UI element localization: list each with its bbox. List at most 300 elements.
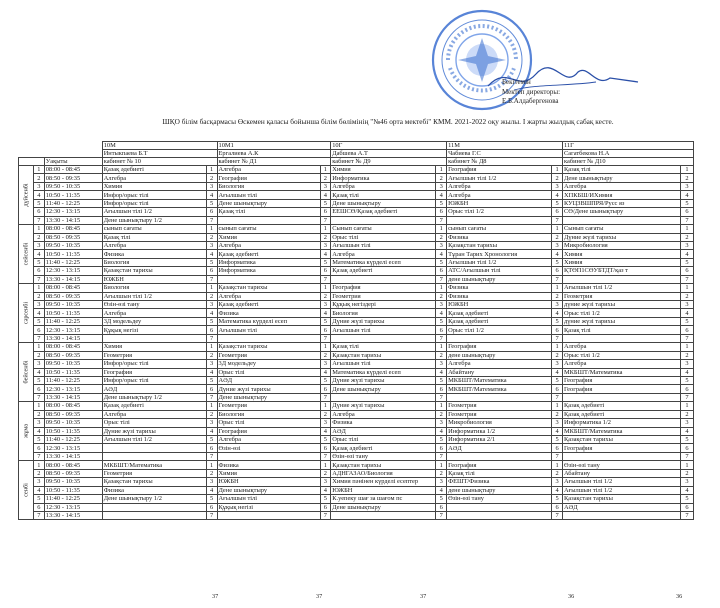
subject-cell: Химия (217, 233, 320, 241)
subject-cell: КУЦЗВШПРЯ/Русс яз (562, 199, 680, 207)
lesson-totals-row (0, 593, 720, 603)
slot-number: 5 (320, 317, 331, 325)
subject-cell: дене шынықтыру (447, 275, 552, 283)
subject-cell: Қазақ әдебиеті (217, 250, 320, 258)
slot-number: 4 (552, 250, 563, 258)
table-row (19, 402, 694, 410)
subject-cell (331, 334, 436, 342)
subject-cell (562, 393, 680, 401)
slot-number: 1 (206, 225, 217, 233)
subject-cell: Химия (562, 250, 680, 258)
subject-cell (331, 393, 436, 401)
lesson-time: 11:40 - 12:25 (44, 317, 102, 325)
slot-number: 1 (552, 343, 563, 351)
subject-cell: дүние жүзі тарихы (562, 301, 680, 309)
subject-cell: Қазақстан тарихы (331, 351, 436, 359)
lesson-time: 13:30 - 14:15 (44, 452, 102, 460)
slot-number: 3 (320, 241, 331, 249)
lesson-time: 11:40 - 12:25 (44, 199, 102, 207)
slot-number: 7 (206, 275, 217, 283)
header-row-rooms (19, 158, 694, 166)
subject-cell: ЕЕШСӨ/Қазақ әдебиеті (331, 208, 436, 216)
header-corner (19, 150, 103, 158)
slot-number: 3 (681, 360, 694, 368)
table-row (19, 182, 694, 190)
subject-cell: МКБШТ/Математика (102, 461, 206, 469)
subject-cell (447, 452, 552, 460)
slot-number: 3 (552, 241, 563, 249)
slot-number: 7 (206, 452, 217, 460)
subject-cell: 3Д модельдеу (217, 360, 320, 368)
subject-cell: ЮЖБН (331, 486, 436, 494)
slot-number: 7 (436, 216, 447, 224)
slot-number: 4 (206, 191, 217, 199)
subject-cell (217, 511, 320, 519)
slot-number: 2 (552, 351, 563, 359)
slot-number: 1 (436, 343, 447, 351)
slot-number: 6 (681, 444, 694, 452)
subject-cell (331, 275, 436, 283)
slot-number: 6 (436, 444, 447, 452)
subject-cell: Ағылшын тілі 1/2 (447, 258, 552, 266)
slot-number: 3 (552, 419, 563, 427)
slot-number: 5 (552, 199, 563, 207)
lesson-time: 08:50 - 09:35 (44, 410, 102, 418)
subject-cell: Геометрия (217, 351, 320, 359)
subject-cell: Қазақ тілі (217, 208, 320, 216)
subject-cell: Қазақ тілі (102, 233, 206, 241)
subject-cell: Дене шынықтыру (217, 486, 320, 494)
slot-number: 6 (436, 503, 447, 511)
subject-cell: Биология (102, 284, 206, 292)
lesson-total: 36 (568, 593, 575, 600)
day-name-cell (19, 343, 34, 402)
slot-number: 5 (681, 199, 694, 207)
day-name: сәрсенбі (22, 301, 30, 325)
subject-cell: Қазақ әдебиеті (331, 444, 436, 452)
subject-cell (447, 393, 552, 401)
subject-cell: Дүние жүзі тарихы (217, 385, 320, 393)
slot-number: 3 (206, 241, 217, 249)
subject-cell: Қазақ әдебиеті (217, 301, 320, 309)
subject-cell: Өзін-өзі (217, 444, 320, 452)
slot-number: 2 (206, 410, 217, 418)
subject-cell: Орыс тілі 1/2 (447, 208, 552, 216)
subject-cell: Орыс тілі 1/2 (447, 326, 552, 334)
subject-cell: Дене шынықтыру (331, 199, 436, 207)
subject-cell: Инфор/орыс тілі (102, 376, 206, 384)
subject-cell: Ағылшын тілі 1/2 (102, 208, 206, 216)
subject-cell: География (217, 427, 320, 435)
subject-cell: МКБШТ/Математика (447, 385, 552, 393)
subject-cell: Құқық негіздері (331, 301, 436, 309)
slot-number: 2 (681, 174, 694, 182)
lesson-time: 08:00 - 08:45 (44, 225, 102, 233)
slot-number: 2 (681, 469, 694, 477)
slot-number: 7 (552, 393, 563, 401)
subject-cell: дене шынықтыру (447, 351, 552, 359)
slot-number: 1 (436, 402, 447, 410)
slot-number: 4 (552, 309, 563, 317)
subject-cell: Алгебра (102, 410, 206, 418)
slot-number: 2 (320, 292, 331, 300)
table-row (19, 241, 694, 249)
subject-cell: Дене шынықтыру (217, 199, 320, 207)
table-row (19, 436, 694, 444)
lesson-time: 12:30 - 13:15 (44, 444, 102, 452)
table-row (19, 284, 694, 292)
slot-number: 6 (320, 208, 331, 216)
subject-cell: Дүние жүзі тарихы (562, 233, 680, 241)
table-row (19, 292, 694, 300)
subject-cell (447, 511, 552, 519)
slot-number: 3 (436, 419, 447, 427)
table-row (19, 368, 694, 376)
table-row (19, 309, 694, 317)
slot-number: 4 (436, 486, 447, 494)
slot-number: 6 (552, 208, 563, 216)
table-row (19, 478, 694, 486)
subject-cell: Алгебра (102, 241, 206, 249)
subject-cell: ФЕШТ/Физика (447, 478, 552, 486)
subject-cell (102, 334, 206, 342)
class-room: кабинет № Д9 (331, 158, 447, 166)
lesson-number: 7 (34, 334, 45, 342)
lesson-time: 10:50 - 11:35 (44, 486, 102, 494)
slot-number: 3 (681, 419, 694, 427)
slot-number: 7 (206, 511, 217, 519)
lesson-time: 13:30 - 14:15 (44, 334, 102, 342)
subject-cell: АӘД (447, 444, 552, 452)
subject-cell: Орыс тілі 1/2 (562, 351, 680, 359)
subject-cell: Физика (447, 292, 552, 300)
slot-number: 3 (320, 419, 331, 427)
table-row (19, 301, 694, 309)
lesson-time: 08:00 - 08:45 (44, 166, 102, 174)
subject-cell (217, 452, 320, 460)
subject-cell: Қазақ әдебиеті (562, 410, 680, 418)
slot-number: 6 (552, 503, 563, 511)
lesson-time: 12:30 - 13:15 (44, 503, 102, 511)
subject-cell: Алгебра (217, 436, 320, 444)
subject-cell: Қазақстан тарихы (447, 241, 552, 249)
subject-cell: Ағылшын тілі 1/2 (102, 292, 206, 300)
slot-number: 7 (552, 216, 563, 224)
slot-number: 7 (681, 511, 694, 519)
subject-cell: АӘД (102, 385, 206, 393)
subject-cell (562, 452, 680, 460)
subject-cell (102, 503, 206, 511)
subject-cell (447, 216, 552, 224)
slot-number: 5 (681, 376, 694, 384)
subject-cell: Қазақ әдебиеті (562, 402, 680, 410)
table-row (19, 258, 694, 266)
slot-number: 6 (681, 385, 694, 393)
subject-cell: География (447, 166, 552, 174)
table-row (19, 452, 694, 460)
day-name: дүйсенбі (22, 183, 30, 207)
slot-number: 3 (681, 182, 694, 190)
subject-cell: Ағылшын тілі 1/2 (447, 174, 552, 182)
subject-cell: Физика (331, 419, 436, 427)
subject-cell: Ағылшын тілі 1/2 (562, 284, 680, 292)
subject-cell: Математика күрделі есеп (217, 317, 320, 325)
slot-number: 7 (206, 216, 217, 224)
slot-number: 1 (681, 402, 694, 410)
subject-cell: Ағылшын тілі (217, 191, 320, 199)
slot-number: 2 (320, 174, 331, 182)
subject-cell: Химия (562, 258, 680, 266)
slot-number: 4 (436, 368, 447, 376)
subject-cell (102, 452, 206, 460)
lesson-number: 7 (34, 511, 45, 519)
table-row (19, 275, 694, 283)
class-teacher: Дабшева А.Т (331, 150, 447, 158)
lesson-time: 08:50 - 09:35 (44, 351, 102, 359)
lesson-time: 13:30 - 14:15 (44, 275, 102, 283)
subject-cell (102, 511, 206, 519)
slot-number: 6 (320, 326, 331, 334)
slot-number: 4 (320, 250, 331, 258)
lesson-number: 7 (34, 275, 45, 283)
slot-number: 3 (681, 241, 694, 249)
subject-cell: ЮЖБН (447, 199, 552, 207)
lesson-total: 36 (676, 593, 683, 600)
subject-cell: Биология (217, 410, 320, 418)
slot-number: 5 (206, 495, 217, 503)
subject-cell: География (562, 444, 680, 452)
slot-number: 2 (436, 469, 447, 477)
slot-number: 7 (320, 393, 331, 401)
slot-number: 7 (681, 334, 694, 342)
class-name: 11Г (562, 142, 693, 150)
lesson-number: 3 (34, 301, 45, 309)
subject-cell: Орыс тілі (217, 368, 320, 376)
subject-cell: Дүние жүзі тарихы (331, 402, 436, 410)
slot-number: 5 (436, 317, 447, 325)
slot-number: 4 (552, 427, 563, 435)
lesson-time: 09:50 - 10:35 (44, 419, 102, 427)
lesson-number: 4 (34, 368, 45, 376)
slot-number: 7 (436, 393, 447, 401)
lesson-number: 4 (34, 309, 45, 317)
subject-cell: Геометрия (447, 402, 552, 410)
subject-cell: Биология (102, 258, 206, 266)
lesson-time: 09:50 - 10:35 (44, 360, 102, 368)
lesson-time: 08:50 - 09:35 (44, 292, 102, 300)
slot-number: 5 (206, 258, 217, 266)
lesson-time: 11:40 - 12:25 (44, 495, 102, 503)
slot-number: 7 (436, 452, 447, 460)
lesson-number: 6 (34, 326, 45, 334)
slot-number: 1 (552, 284, 563, 292)
table-row (19, 216, 694, 224)
slot-number: 7 (436, 334, 447, 342)
lesson-time: 12:30 - 13:15 (44, 385, 102, 393)
subject-cell: География (102, 368, 206, 376)
approval-line-approve: Бекітемін (502, 78, 531, 86)
slot-number: 7 (681, 275, 694, 283)
subject-cell (217, 216, 320, 224)
subject-cell: ҚТӨП1СӨУБТДТ/қаз т (562, 267, 680, 275)
slot-number: 7 (436, 511, 447, 519)
subject-cell: Математика күрделі есеп (331, 368, 436, 376)
lesson-number: 6 (34, 267, 45, 275)
slot-number: 6 (552, 267, 563, 275)
subject-cell (447, 503, 552, 511)
slot-number: 6 (206, 503, 217, 511)
subject-cell: Химия (102, 343, 206, 351)
slot-number: 6 (552, 326, 563, 334)
day-name-cell (19, 166, 34, 225)
slot-number: 7 (320, 452, 331, 460)
slot-number: 1 (320, 343, 331, 351)
day-name-cell (19, 284, 34, 343)
slot-number: 4 (681, 486, 694, 494)
slot-number: 6 (320, 267, 331, 275)
subject-cell: География (447, 461, 552, 469)
subject-cell: Өзін-өзі тану (331, 452, 436, 460)
slot-number: 6 (681, 503, 694, 511)
lesson-number: 6 (34, 208, 45, 216)
subject-cell: Дене шынықтыру (331, 385, 436, 393)
slot-number: 4 (206, 427, 217, 435)
subject-cell: Информатика (217, 258, 320, 266)
subject-cell: Ағылшын тілі 1/2 (562, 486, 680, 494)
subject-cell: Алгебра (447, 182, 552, 190)
slot-number: 1 (552, 402, 563, 410)
subject-cell: Химия пәнінен күрделі есептер (331, 478, 436, 486)
subject-cell: Орыс тілі 1/2 (562, 309, 680, 317)
approval-line-name: Е.Б.Алдабергенова (502, 97, 559, 105)
slot-number: 2 (206, 351, 217, 359)
subject-cell: дүние жүзі тарихы (562, 317, 680, 325)
slot-number: 6 (206, 208, 217, 216)
slot-number: 2 (436, 410, 447, 418)
slot-number: 5 (206, 199, 217, 207)
slot-number: 4 (206, 486, 217, 494)
lesson-total: 37 (212, 593, 219, 600)
slot-number: 4 (552, 191, 563, 199)
slot-number: 1 (320, 284, 331, 292)
subject-cell: Дүние жүзі тарихы (331, 317, 436, 325)
subject-cell: Сынып сағаты (331, 225, 436, 233)
subject-cell: Қазақ әдебиеті (331, 267, 436, 275)
lesson-number: 5 (34, 376, 45, 384)
lesson-number: 1 (34, 402, 45, 410)
subject-cell: Алгебра (562, 360, 680, 368)
table-row (19, 351, 694, 359)
slot-number: 1 (206, 284, 217, 292)
lesson-time: 10:50 - 11:35 (44, 250, 102, 258)
subject-cell: Дүние жүзі тарихы (102, 427, 206, 435)
subject-cell: Өзін-өзі тану (562, 461, 680, 469)
lesson-number: 4 (34, 191, 45, 199)
subject-cell: Дене шынықтыру 1/2 (102, 216, 206, 224)
subject-cell: Микробиология (447, 419, 552, 427)
lesson-time: 08:00 - 08:45 (44, 343, 102, 351)
table-row (19, 360, 694, 368)
lesson-time: 13:30 - 14:15 (44, 216, 102, 224)
subject-cell: Информатика (217, 267, 320, 275)
header-corner (19, 158, 45, 166)
subject-cell: сынып сағаты (447, 225, 552, 233)
class-room: кабинет № 10 (102, 158, 217, 166)
subject-cell (447, 334, 552, 342)
subject-cell: Геометрия (102, 351, 206, 359)
subject-cell: Қазақ тілі (562, 326, 680, 334)
subject-cell: Алгебра (562, 182, 680, 190)
subject-cell: МКБШТ/Математика (562, 368, 680, 376)
subject-cell: МКБШТ/Математика (447, 376, 552, 384)
lesson-total: 37 (420, 593, 427, 600)
subject-cell: АӘД (562, 503, 680, 511)
class-room: кабинет № Д10 (562, 158, 693, 166)
slot-number: 3 (436, 360, 447, 368)
subject-cell: Алгебра (562, 343, 680, 351)
slot-number: 2 (320, 469, 331, 477)
slot-number: 3 (206, 419, 217, 427)
slot-number: 5 (436, 376, 447, 384)
lesson-number: 1 (34, 284, 45, 292)
subject-cell: Ағылшын тілі (331, 241, 436, 249)
slot-number: 1 (320, 402, 331, 410)
subject-cell: Физика (447, 284, 552, 292)
day-name: бейсенбі (22, 360, 30, 384)
table-row (19, 343, 694, 351)
slot-number: 4 (436, 427, 447, 435)
table-row (19, 486, 694, 494)
slot-number: 1 (681, 225, 694, 233)
slot-number: 6 (206, 267, 217, 275)
slot-number: 1 (206, 461, 217, 469)
slot-number: 2 (552, 469, 563, 477)
class-name: 10М1 (217, 142, 331, 150)
subject-cell: Қазақ әдебиеті (102, 402, 206, 410)
slot-number: 2 (436, 351, 447, 359)
subject-cell: Құқық негізі (217, 503, 320, 511)
subject-cell: ЮЖБН (447, 301, 552, 309)
slot-number: 2 (552, 174, 563, 182)
subject-cell: Алгебра (217, 292, 320, 300)
lesson-number: 5 (34, 495, 45, 503)
subject-cell: Дене шынықтыру 1/2 (102, 393, 206, 401)
subject-cell: Геометрия (102, 469, 206, 477)
subject-cell: Алгебра (447, 191, 552, 199)
lesson-number: 3 (34, 419, 45, 427)
table-row (19, 225, 694, 233)
subject-cell: СӨ/Дене шынықтыру (562, 208, 680, 216)
lesson-time: 12:30 - 13:15 (44, 326, 102, 334)
table-row (19, 393, 694, 401)
slot-number: 1 (552, 166, 563, 174)
lesson-number: 5 (34, 317, 45, 325)
slot-number: 2 (206, 174, 217, 182)
slot-number: 5 (681, 436, 694, 444)
slot-number: 3 (206, 301, 217, 309)
lesson-number: 1 (34, 343, 45, 351)
slot-number: 2 (436, 292, 447, 300)
subject-cell: Алгебра (447, 360, 552, 368)
subject-cell: АДНГАЗАО/Биология (331, 469, 436, 477)
subject-cell: сынып сағаты (102, 225, 206, 233)
lesson-number: 3 (34, 241, 45, 249)
table-row (19, 444, 694, 452)
subject-cell: Қазақстан тарихы (102, 478, 206, 486)
subject-cell: Қазақ тілі (447, 469, 552, 477)
slot-number: 7 (552, 511, 563, 519)
table-row (19, 317, 694, 325)
